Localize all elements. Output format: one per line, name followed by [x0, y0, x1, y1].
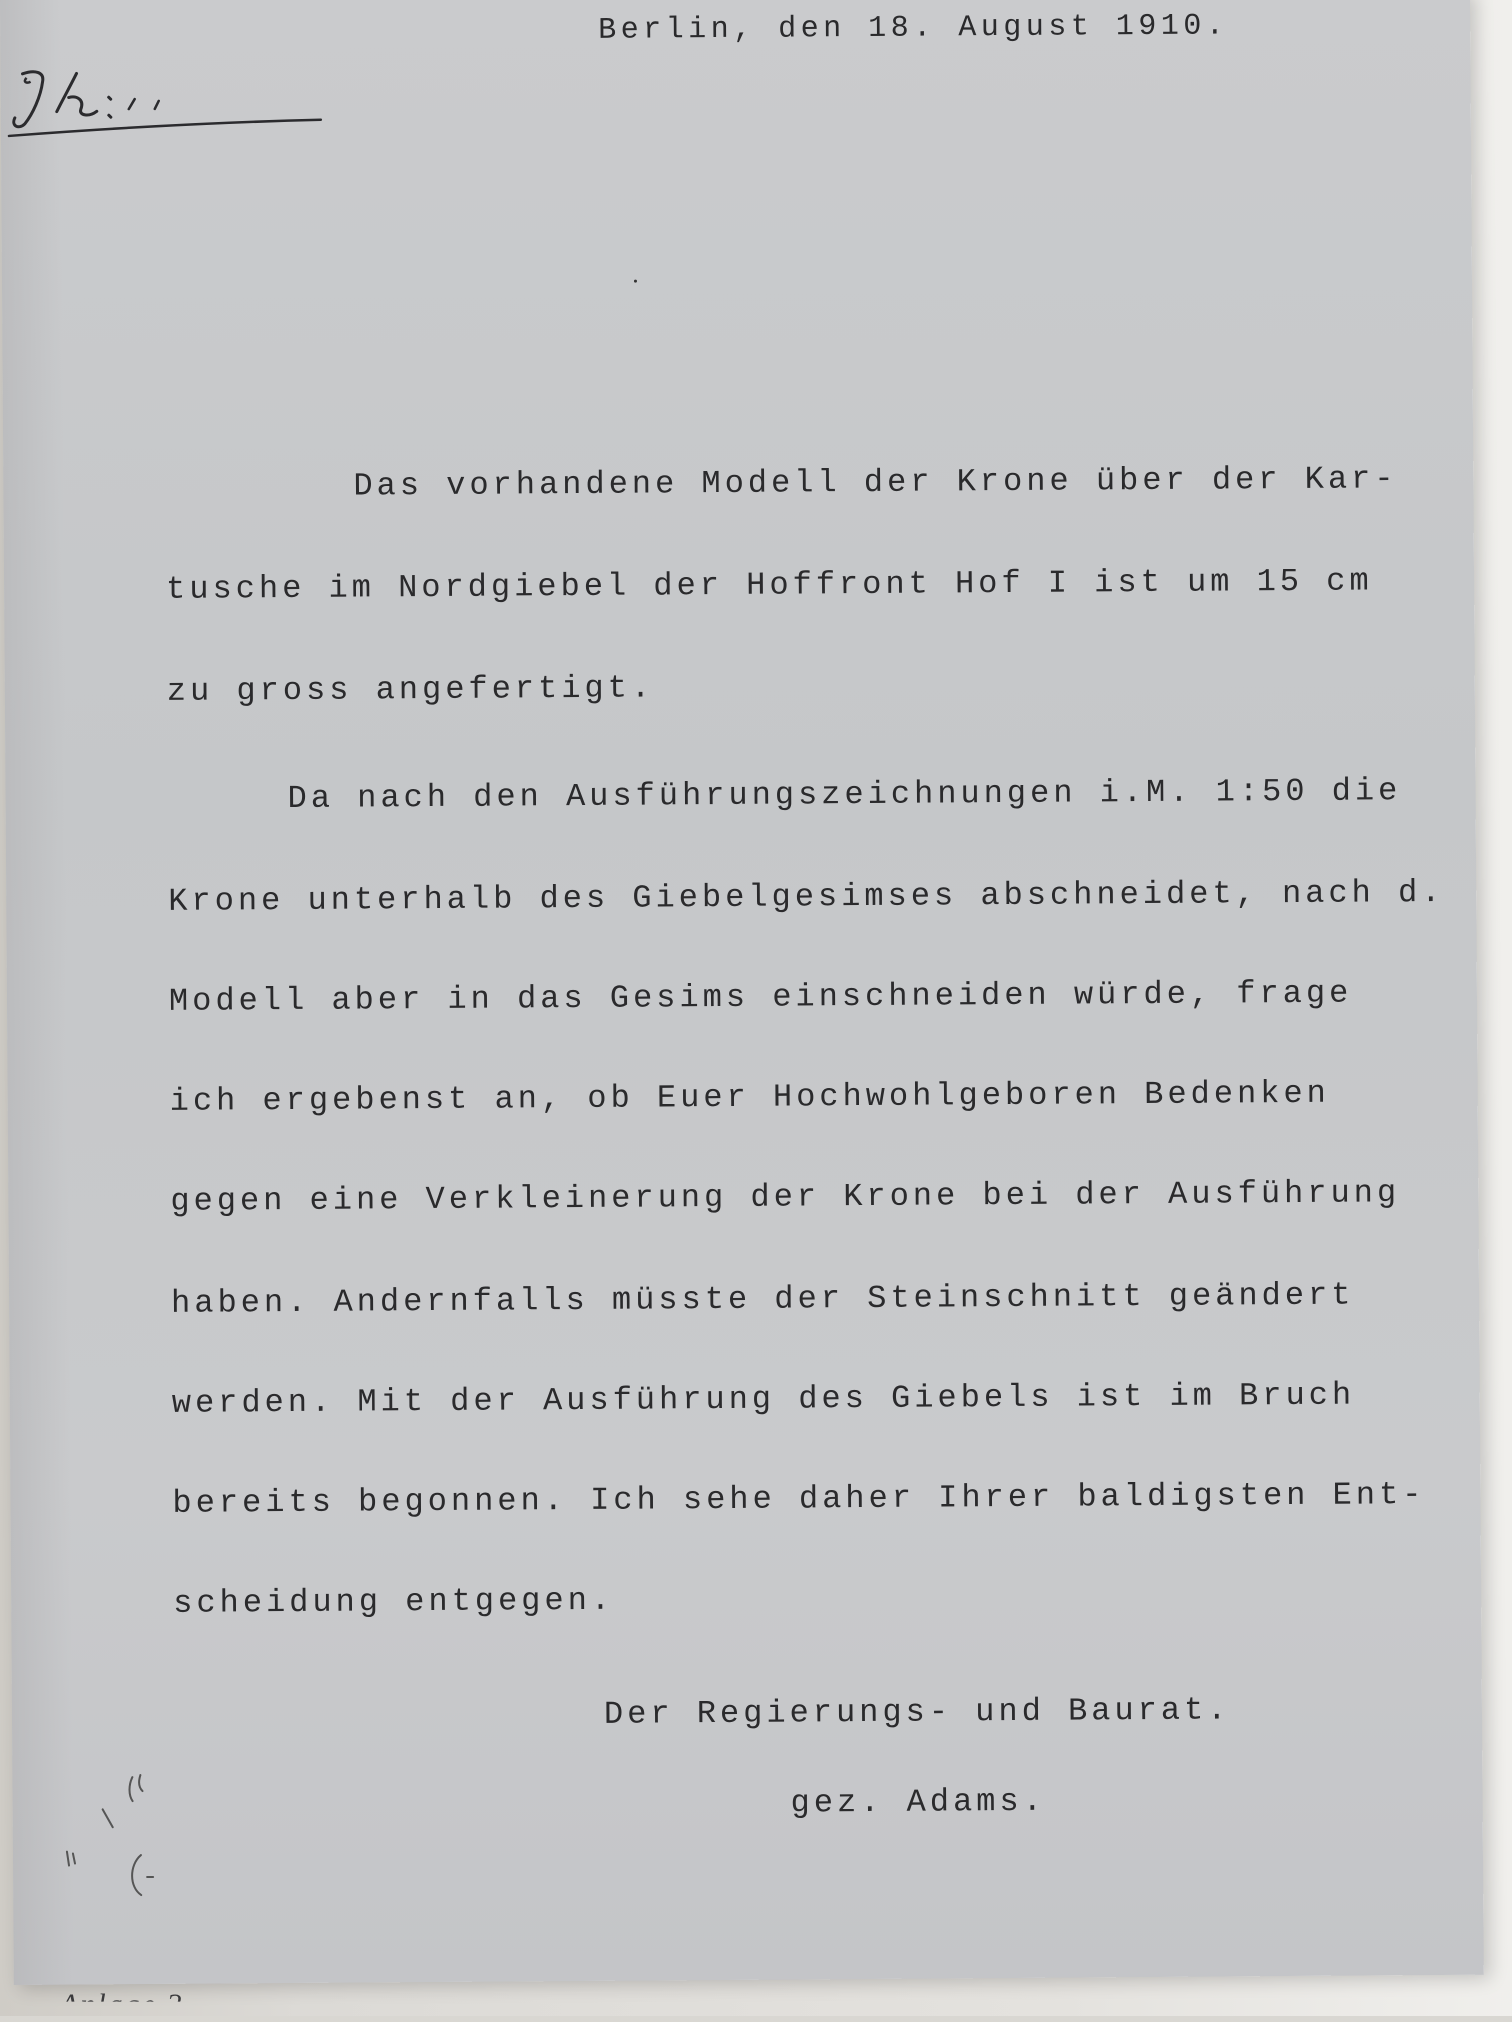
paragraph-1-line-3: zu gross angefertigt. [166, 669, 655, 710]
date-line: Berlin, den 18. August 1910. [598, 9, 1229, 48]
paragraph-2-line-8: bereits begonnen. Ich sehe daher Ihrer baldigsten Ent- [172, 1476, 1426, 1522]
ink-speck [634, 280, 637, 283]
paragraph-2-line-2: Krone unterhalb des Giebelgesimses abschneidet, nach d. [168, 873, 1445, 920]
paragraph-2-line-1: Da nach den Ausführungszeichnungen i.M. 1:50 die [287, 772, 1402, 818]
paragraph-1-line-2: tusche im Nordgiebel der Hoffront Hof I ist um 15 cm [165, 562, 1373, 608]
paragraph-2-line-3: Modell aber in das Gesims einschneiden würde, frage [168, 974, 1353, 1020]
paragraph-2-line-6: haben. Andernfalls müsste der Steinschnitt geändert [170, 1276, 1355, 1322]
paragraph-1-line-1: Das vorhandene Modell der Krone über der Kar- [353, 460, 1398, 505]
paragraph-2-line-7: werden. Mit der Ausführung des Giebels ist im Bruch [171, 1376, 1356, 1422]
signature-line: gez. Adams. [790, 1782, 1046, 1822]
paragraph-2-line-5: gegen eine Verkleinerung der Krone bei der Ausführung [170, 1174, 1401, 1220]
paragraph-2-line-4: ich ergebenst an, ob Euer Hochwohlgeboren Bedenken [169, 1074, 1330, 1120]
closing-title: Der Regierungs- und Baurat. [603, 1691, 1231, 1733]
handwritten-initials [4, 50, 325, 142]
pencil-margin-marks [54, 1769, 175, 1910]
paragraph-2-line-9: scheidung entgegen. [173, 1581, 615, 1622]
